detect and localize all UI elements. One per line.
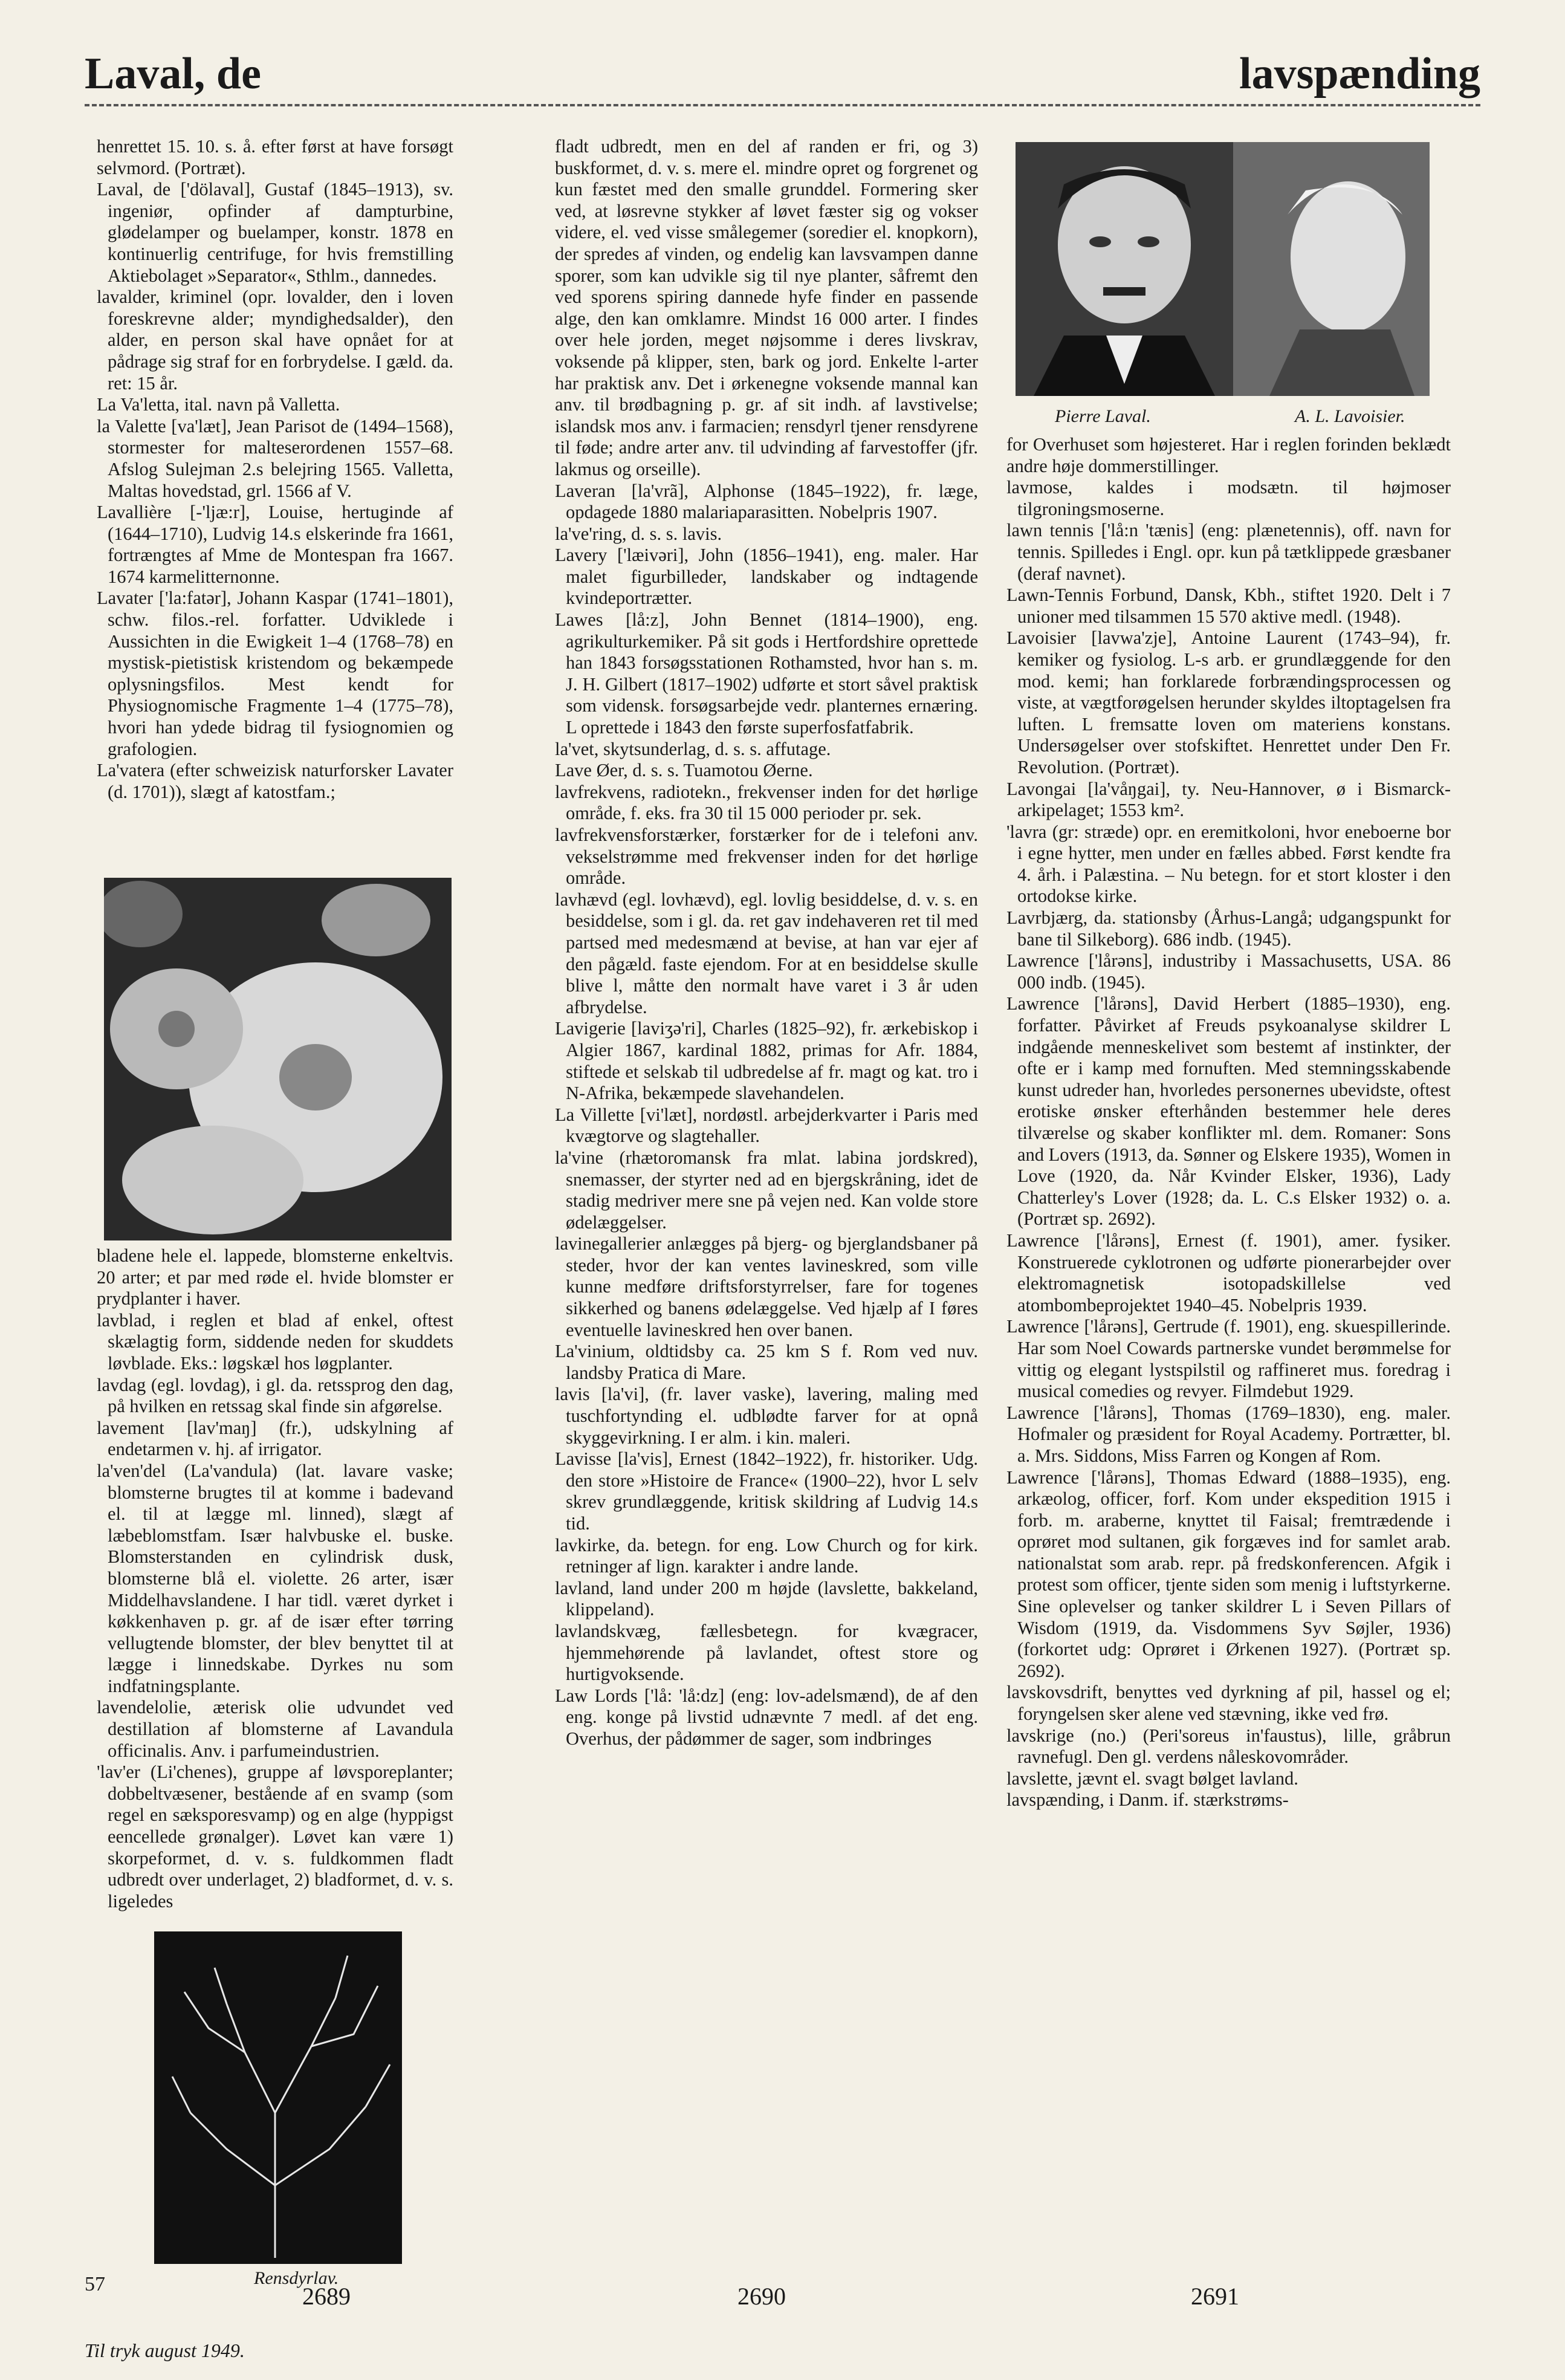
entry: Lavallière [-'ljæ:r], Louise, hertuginde af (1644–1710), Ludvig 14.s elskerinde fra 1661, fortrængtes af Mme de Montespan fra 1667. 1674 karmelitternonne. [97, 502, 453, 587]
caption-laval: Pierre Laval. [1055, 406, 1151, 426]
entry: lavendelolie, æterisk olie udvundet ved destillation af blomsterne af Lavandula officinalis. Anv. i parfumeindustrien. [97, 1697, 453, 1761]
entry: lavement [lav'maŋ] (fr.), udskylning af endetarmen v. hj. af irrigator. [97, 1417, 453, 1460]
header-rule [85, 104, 1480, 106]
entry: Lawrence ['lårəns], Ernest (f. 1901), amer. fysiker. Konstruerede cyklotronen og udførte pionerarbejder over elektromagnetisk isotopadskillelse ved atombombeprojektet 1940–45. Nobelpris 1939. [1006, 1230, 1451, 1315]
entry: fladt udbredt, men en del af randen er fri, og 3) buskformet, d. v. s. mere el. mindre opret og forgrenet og kun fæstet med den smalle grunddel. Formering sker ved, at løsrevne stykker af løvet fæster sig og vokser videre, el. ved visse smålegemer (soredier el. knopkorn), der spredes af vinden, og endelig kan lavsvampen danne sporer, som kan udvikle sig til nye planter, såfremt den ved sporens spiring dannede hyfe finder en passende alge, den kan omklamre. Mindst 16 000 arter. I findes over hele jorden, meget nøjsomme i deres livskrav, voksende på klipper, sten, bark og jord. Enkelte l-arter har praktisk anv. Det i ørkenegne voksende mannal kan anv. til brødbagning p. gr. af sit indh. af lavstivelse; islandsk mos anv. i farmacien; rensdyrl tjener rensdyrene til føde; andre arter anv. til udvinding af farvestoffer (jfr. lakmus og orseille). [555, 136, 978, 479]
entry: Lawrence ['lårəns], Thomas Edward (1888–1935), eng. arkæolog, officer, forf. Kom under ekspedition 1915 i forb. m. araberne, knyttet til Faisal; fremtrædende i oprøret mod sultanen, gik forgæves ind for samlet arab. nationalstat som arab. repr. på fredskonferencen. Afgik i protest som officer, tjente siden som menig i luftstyrkerne. Sine oplevelser og tanker skildrer L i Seven Pillars of Wisdom (1919, da. Visdommens Syv Søjler, 1936) (forkortet udg: Oprøret i Ørkenen 1927). (Portræt sp. 2692). [1006, 1467, 1451, 1681]
entry: Lawrence ['lårəns], Gertrude (f. 1901), eng. skuespillerinde. Har som Noel Cowards partnerske vundet berømmelse for vittig og elegant lystspilstil og raffineret mus. foredrag i musical comedies og revyer. Filmdebut 1929. [1006, 1316, 1451, 1402]
entry: la Valette [va'læt], Jean Parisot de (1494–1568), stormester for malteserordenen 1557–68. Afslog Sulejman 2.s belejring 1565. Valletta, Maltas hovedstad, grl. 1566 af V. [97, 415, 453, 501]
entry: Lavery ['læivəri], John (1856–1941), eng. maler. Har malet figurbilleder, landskaber og indtagende kvindeportrætter. [555, 545, 978, 609]
entry: Lawrence ['lårəns], David Herbert (1885–1930), eng. forfatter. Påvirket af Freuds psykoanalyse skildrer L indgående menneskelivet som bestemt af instinkter, der ofte er i kamp med fornuften. Med stemningsskabende kunst udreder han, hvorledes personernes ubevidste, oftest erotiske ønsker efterhånden bestemmer hele deres tilværelse og skaber konflikter ml. dem. Romaner: Sons and Lovers (1913, da. Sønner og Elskere 1935), Women in Love (1920, da. Når Kvinder Elsker, 1936), Lady Chatterley's Lover (1928; da. L. C.s Elsker 1932) o. a. (Portræt sp. 2692). [1006, 993, 1451, 1230]
entry: Laval, de ['dölaval], Gustaf (1845–1913), sv. ingeniør, opfinder af dampturbine, glødelamper og buelamper, konstr. 1878 en kontinuerlig centrifuge, for hvis fremstilling Aktiebolaget »Separator«, Sthlm., dannedes. [97, 179, 453, 286]
entry: Lavigerie [laviʒə'ri], Charles (1825–92), fr. ærkebiskop i Algier 1867, kardinal 1882, primas for Afr. 1884, stiftede et selskab til udbredelse af fr. magt og kat. tro i N-Afrika, bekæmpede slavehandelen. [555, 1018, 978, 1104]
entry: lavdag (egl. lovdag), i gl. da. retssprog den dag, på hvilken en retssag skal finde sin afgørelse. [97, 1374, 453, 1417]
entry: La Va'letta, ital. navn på Valletta. [97, 394, 340, 415]
entry: Lavoisier [lavwa'zje], Antoine Laurent (1743–94), fr. kemiker og fysiolog. L-s arb. er grundlæggende for den mod. kemi; han forklarede forbrændingsprocessen og viste, at vægtforøgelsen herunder skyldes iltoptagelsen fra luften. L fremsatte loven om materiens konstans. Undersøgelser over stofskiftet. Henrettet under Den Fr. Revolution. (Portræt). [1006, 627, 1451, 777]
column-1-continued [97, 1245, 453, 1912]
entry: lavspænding, i Danm. if. stærkstrøms- [1006, 1789, 1289, 1811]
entry: La Villette [vi'læt], nordøstl. arbejderkvarter i Paris med kvægtorve og slagtehaller. [555, 1104, 978, 1147]
entry: Lawes [lå:z], John Bennet (1814–1900), eng. agrikulturkemiker. På sit gods i Hertfordshire oprettede han 1843 forsøgsstationen Rothamsted, hvor han s. m. J. H. Gilbert (1817–1902) udførte et stort såvel praktisk som vidensk. forsøgsarbejde vedr. planternes ernæring. L oprettede i 1843 den første superfosfatfabrik. [555, 609, 978, 738]
entry: lavinegallerier anlægges på bjerg- og bjerglandsbaner på steder, hvor der kan ventes lavineskred, som ville kunne medføre driftsforstyrrelser, fare for togenes sikkerhed og banens ødelæggelse. Ved hjælp af I føres eventuelle lavineskred hen over banen. [555, 1233, 978, 1340]
entry: Lavongai [la'våŋgai], ty. Neu-Hannover, ø i Bismarck-arkipelaget; 1553 km². [1006, 778, 1451, 821]
entry: lavfrekvensforstærker, forstærker for de i telefoni anv. vekselstrømme med frekvenser inden for det hørlige område. [555, 825, 978, 889]
entry: la'vine (rhætoromansk fra mlat. labina jordskred), snemasser, der styrter ned ad en bjergskråning, idet de stadig medriver mere sne på vejen ned. Kan volde store ødelæggelser. [555, 1147, 978, 1233]
page-number-2689: 2689 [302, 2283, 351, 2310]
entry: Law Lords ['lå: 'lå:dz] (eng: lov-adelsmænd), de af den eng. konge på livstid udnævnte 7 medl. af det eng. Overhus, der pådømmer de sager, som indbringes [555, 1685, 978, 1749]
entry: lawn tennis ['lå:n 'tænis] (eng: plænetennis), off. navn for tennis. Spilledes i Engl. opr. kun på tætklippede græsbaner (deraf navnet). [1006, 520, 1451, 584]
lavatera-flower-photo [104, 878, 452, 1240]
entry: Lavisse [la'vis], Ernest (1842–1922), fr. historiker. Udg. den store »Histoire de France« (1900–22), hvor L selv skrev grundlæggende, kritisk skildring af Ludvig 14.s tid. [555, 1448, 978, 1534]
entry: lavis [la'vi], (fr. laver vaske), lavering, maling med tuschfortynding el. udblødte farver for at opnå skyggevirkning. I er alm. i kin. maleri. [555, 1384, 978, 1448]
entry: Lawn-Tennis Forbund, Dansk, Kbh., stiftet 1920. Delt i 7 unioner med tilsammen 15 570 aktive medl. (1948). [1006, 585, 1451, 627]
pierre-laval-portrait [1016, 142, 1233, 396]
caption-lavoisier: A. L. Lavoisier. [1295, 406, 1405, 426]
entry: La'vatera (efter schweizisk naturforsker Lavater (d. 1701)), slægt af katostfam.; [97, 760, 453, 802]
header-right: lavspænding [1239, 49, 1480, 99]
entry: for Overhuset som højesteret. Har i reglen forinden beklædt andre høje dommerstillinger. [1006, 434, 1451, 476]
lavoisier-portrait [1233, 142, 1430, 396]
entry: lavhævd (egl. lovhævd), egl. lovlig besiddelse, d. v. s. en besiddelse, som i gl. da. ret gav indehaveren ret til med partsed med medesmænd at bevise, at han var ejer af den pågæld. faste ejendom. For at en besiddelse skulle blive l, måtte den normalt have varet i 3 år uden afbrydelse. [555, 889, 978, 1017]
entry: Lawrence ['lårəns], Thomas (1769–1830), eng. maler. Hofmaler og præsident for Royal Academy. Portrætter, bl. a. Mrs. Siddons, Miss Farren og Kongen af Rom. [1006, 1402, 1451, 1466]
entry: la'vet, skytsunderlag, d. s. s. affutage. [555, 738, 831, 759]
entry: Laveran [la'vrã], Alphonse (1845–1922), fr. læge, opdagede 1880 malariaparasitten. Nobelpris 1907. [555, 480, 978, 523]
imprint-note: Til tryk august 1949. [85, 2339, 245, 2361]
entry: lavmose, kaldes i modsætn. til højmoser tilgroningsmoserne. [1006, 477, 1451, 519]
column-2 [555, 136, 978, 1750]
entry: 'lavra (gr: stræde) opr. en eremitkoloni, hvor eneboerne bor i egne hytter, men under en fælles abbed. Først kendte fra 4. årh. i Palæstina. – Nu betegn. for et stort kloster i den ortodokse kirke. [1006, 821, 1451, 907]
running-header [85, 42, 1480, 109]
page-number-2690: 2690 [737, 2283, 786, 2310]
entry: lavland, land under 200 m højde (lavslette, bakkeland, klippeland). [555, 1577, 978, 1620]
entry: lavalder, kriminel (opr. lovalder, den i loven foreskrevne alder; myndighedsalder), den alder, en person skal have opnået for at pådrage sig straf for en forbrydelse. I gæld. da. ret: 15 år. [97, 287, 453, 394]
entry: 'lav'er (Li'chenes), gruppe af løvsporeplanter; dobbeltvæsener, bestående af en svamp (som regel en sæksporesvamp) og en alge (hyppigst eencellede grønalger). Løvet kan være 1) skorpeformet, d. v. s. fuldkommen fladt udbredt over underlaget, 2) bladformet, d. v. s. ligeledes [97, 1762, 453, 1911]
entry: Lavater ['la:fatər], Johann Kaspar (1741–1801), schw. filos.-rel. forfatter. Udviklede i Aussichten in die Ewigkeit 1–4 (1768–78) en mystisk-pietistisk kristendom og bekæmpede oplysningsfilos. Mest kendt for Physiognomische Fragmente 1–4 (1775–78), hvori han ydede bidrag til fysiognomien og grafologien. [97, 588, 453, 759]
entry: bladene hele el. lappede, blomsterne enkeltvis. 20 arter; et par med røde el. hvide blomster er prydplanter i haver. [97, 1245, 453, 1309]
entry: lavfrekvens, radiotekn., frekvenser inden for det hørlige område, f. eks. fra 30 til 15 000 perioder pr. sek. [555, 781, 978, 824]
entry: lavskovsdrift, benyttes ved dyrkning af pil, hassel og el; foryngelsen sker alene ved stævning, ikke ved frø. [1006, 1682, 1451, 1725]
entry: Lave Øer, d. s. s. Tuamotou Øerne. [555, 760, 813, 781]
entry: henrettet 15. 10. s. å. efter først at have forsøgt selvmord. (Portræt). [97, 136, 453, 178]
entry: lavskrige (no.) (Peri'soreus in'faustus), lille, gråbrun ravnefugl. Den gl. verdens nåleskovområder. [1006, 1725, 1451, 1768]
page-number-2691: 2691 [1191, 2283, 1239, 2310]
entry: Lawrence ['lårəns], industriby i Massachusetts, USA. 86 000 indb. (1945). [1006, 950, 1451, 993]
entry: lavslette, jævnt el. svagt bølget lavland. [1006, 1768, 1298, 1789]
column-3 [1006, 434, 1451, 1811]
column-1 [97, 136, 453, 803]
header-left: Laval, de [85, 49, 261, 99]
rensdyrlav-lichen-photo [154, 1931, 402, 2264]
sheet-number: 57 [85, 2273, 105, 2295]
caption-rensdyrlav: Rensdyrlav. [254, 2268, 339, 2288]
entry: lavkirke, da. betegn. for eng. Low Church og for kirk. retninger af lign. karakter i andre lande. [555, 1534, 978, 1577]
entry: la'ven'del (La'vandula) (lat. lavare vaske; blomsterne brugtes til at komme i badevand el. til at lægge ml. linned), slægt af læbeblomstfam. Især halvbuske el. buske. Blomsterstanden en cylindrisk dusk, blomsterne blå el. violette. 26 arter, især Middelhavslandene. I har tidl. været dyrket i køkkenhaven p. gr. af de især efter tørring vellugtende blomster, der blev benyttet til at lægge i linnedskabe. Dyrkes nu som indfatningsplante. [97, 1460, 453, 1696]
entry: lavblad, i reglen et blad af enkel, oftest skælagtig form, siddende neden for skuddets løvblade. Eks.: løgskæl hos løgplanter. [97, 1309, 453, 1373]
entry: La'vinium, oldtidsby ca. 25 km S f. Rom ved nuv. landsby Pratica di Mare. [555, 1341, 978, 1383]
entry: la've'ring, d. s. s. lavis. [555, 523, 722, 544]
entry: lavlandskvæg, fællesbetegn. for kvægracer, hjemmehørende på lavlandet, oftest store og hurtigvoksende. [555, 1620, 978, 1685]
entry: Lavrbjærg, da. stationsby (Århus-Langå; udgangspunkt for bane til Silkeborg). 686 indb. (1945). [1006, 907, 1451, 950]
